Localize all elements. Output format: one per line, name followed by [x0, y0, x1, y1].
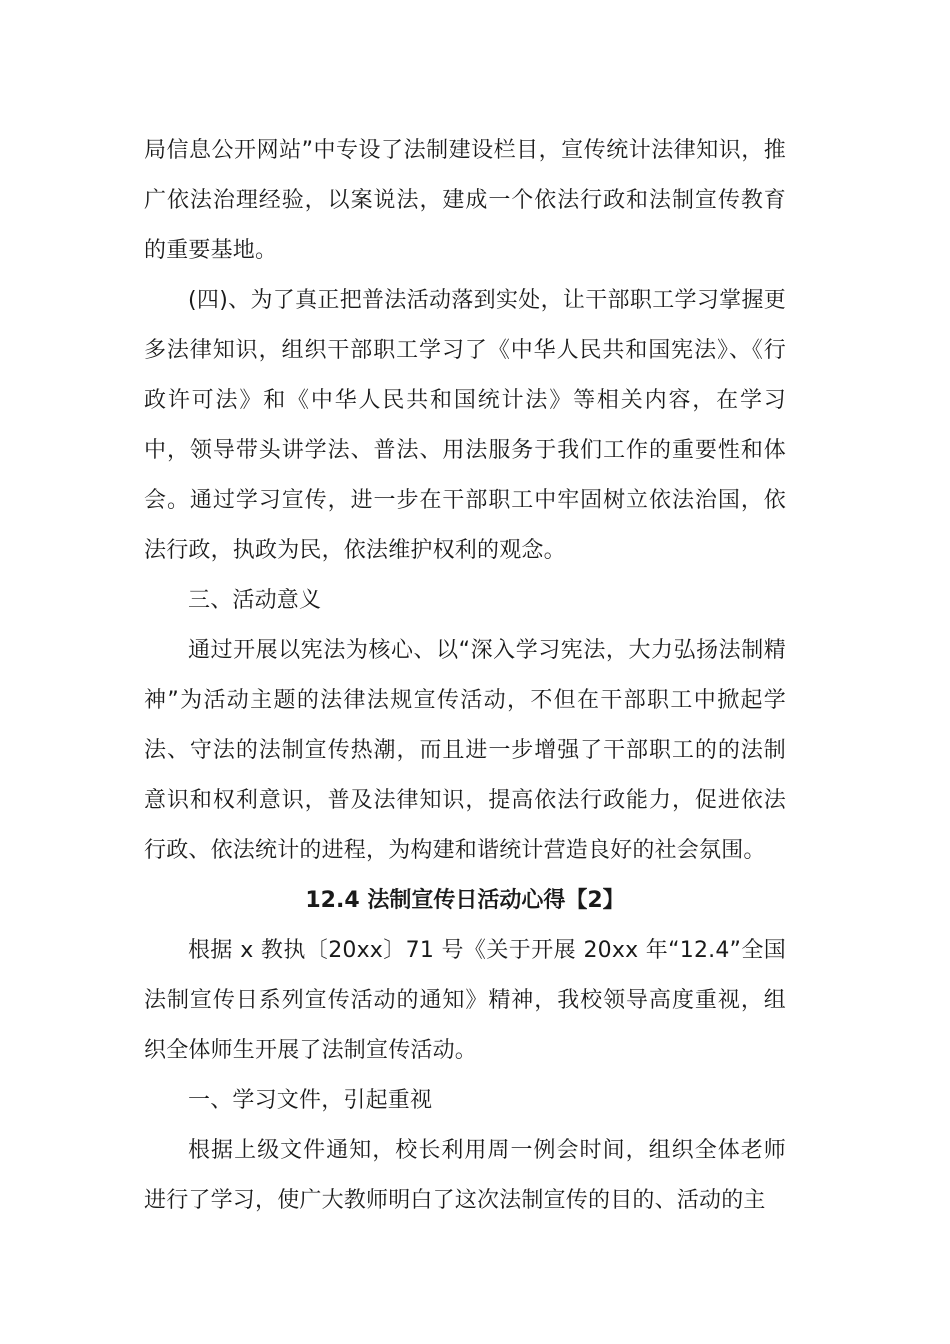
paragraph-section-four: (四)、为了真正把普法活动落到实处，让干部职工学习掌握更多法律知识，组织干部职工学习了《中华人民共和国宪法》、《行政许可法》和《中华人民共和国统计法》等相关内容，在学习中，领导带头讲学法、普法、用法服务于我们工作的重要性和体会。通过学习宣传，进一步在干部职工中牢固树立依法治国，依法行政，执政为民，依法维护权利的观念。 — [144, 288, 786, 563]
section-heading-activity-significance: 三、活动意义 — [188, 588, 322, 613]
article-title: 12.4 法制宣传日活动心得【2】 — [305, 888, 625, 913]
document-page — [144, 126, 786, 1226]
paragraph-activity-significance: 通过开展以宪法为核心、以“深入学习宪法，大力弘扬法制精神”为活动主题的法律法规宣传活动，不但在干部职工中掀起学法、守法的法制宣传热潮，而且进一步增强了干部职工的的法制意识和权利意识，普及法律知识，提高依法行政能力，促进依法行政、依法统计的进程，为构建和谐统计营造良好的社会氛围。 — [144, 638, 786, 863]
paragraph-intro: 根据 x 教执〔20xx〕71 号《关于开展 20xx 年“12.4”全国法制宣传日系列宣传活动的通知》精神，我校领导高度重视，组织全体师生开展了法制宣传活动。 — [144, 938, 786, 1063]
paragraph-continuation: 局信息公开网站”中专设了法制建设栏目，宣传统计法律知识，推广依法治理经验，以案说法，建成一个依法行政和法制宣传教育的重要基地。 — [144, 138, 786, 263]
paragraph-study-documents: 根据上级文件通知，校长利用周一例会时间，组织全体老师进行了学习，使广大教师明白了这次法制宣传的目的、活动的主 — [144, 1138, 786, 1213]
section-heading-study-documents: 一、学习文件，引起重视 — [188, 1088, 433, 1113]
